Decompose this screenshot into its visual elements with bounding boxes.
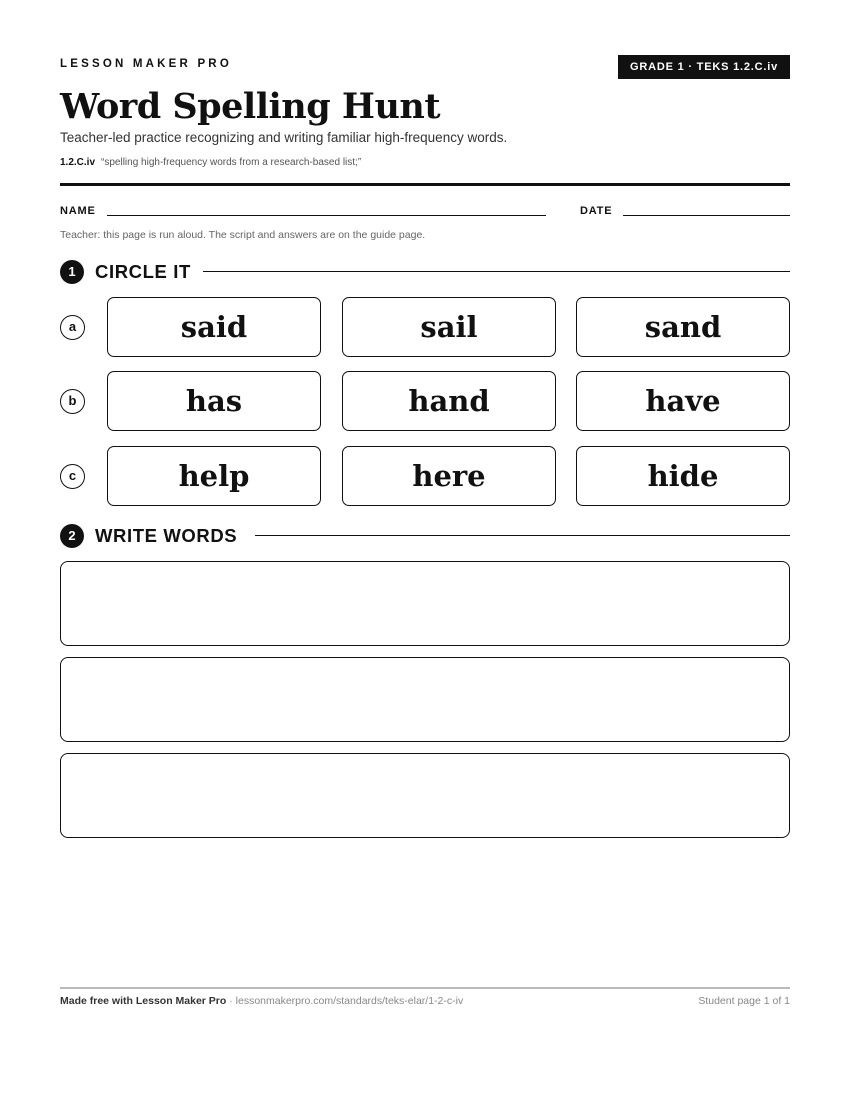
- section-write-words-header: [60, 523, 790, 549]
- section-divider: [200, 271, 790, 272]
- footer-url: · lessonmakerpro.com/standards/teks-elar/1-2-c-iv: [226, 995, 464, 1007]
- worksheet-page: [60, 0, 790, 1100]
- standard-code: 1.2.C.iv: [60, 157, 96, 168]
- section-circle-it-header: [60, 259, 790, 285]
- date-field[interactable]: [623, 215, 790, 216]
- circle-row-c: [60, 446, 790, 508]
- page-subtitle: Teacher-led practice recognizing and writing familiar high-frequency words.: [60, 130, 508, 145]
- grade-badge: GRADE 1 · TEKS 1.2.C.iv: [618, 55, 790, 79]
- row-letter: a: [60, 315, 85, 340]
- row-letter: c: [60, 464, 85, 489]
- word-option[interactable]: here: [342, 446, 556, 506]
- teacher-note: Teacher: this page is run aloud. The script and answers are on the guide page.: [60, 229, 426, 241]
- section-number: 2: [60, 524, 84, 548]
- circle-row-a: [60, 297, 790, 359]
- word-option[interactable]: sand: [576, 297, 790, 357]
- footer-credit: [60, 995, 463, 1007]
- word-option[interactable]: said: [107, 297, 321, 357]
- footer-page-number: Student page 1 of 1: [698, 995, 790, 1007]
- footer-brand: Made free with Lesson Maker Pro: [60, 995, 227, 1007]
- section-number: 1: [60, 260, 84, 284]
- word-option[interactable]: hide: [576, 446, 790, 506]
- header-divider: [60, 183, 790, 186]
- word-option[interactable]: have: [576, 371, 790, 431]
- word-option[interactable]: hand: [342, 371, 556, 431]
- word-option[interactable]: sail: [342, 297, 556, 357]
- circle-row-b: [60, 371, 790, 433]
- word-option[interactable]: has: [107, 371, 321, 431]
- write-box-1[interactable]: [60, 561, 790, 646]
- row-letter: b: [60, 389, 85, 414]
- brand-label: LESSON MAKER PRO: [60, 58, 232, 70]
- word-option[interactable]: help: [107, 446, 321, 506]
- write-box-3[interactable]: [60, 753, 790, 838]
- page-title: Word Spelling Hunt: [60, 86, 441, 127]
- section-title: CIRCLE IT: [95, 259, 203, 285]
- standard-reference: [60, 157, 361, 168]
- name-label: NAME: [60, 205, 96, 217]
- name-field[interactable]: [107, 215, 546, 216]
- standard-text: “spelling high-frequency words from a research-based list;”: [101, 157, 362, 168]
- date-label: DATE: [580, 205, 613, 217]
- footer-divider: [60, 987, 790, 989]
- write-box-2[interactable]: [60, 657, 790, 742]
- section-title: WRITE WORDS: [95, 523, 249, 549]
- section-divider: [255, 535, 790, 536]
